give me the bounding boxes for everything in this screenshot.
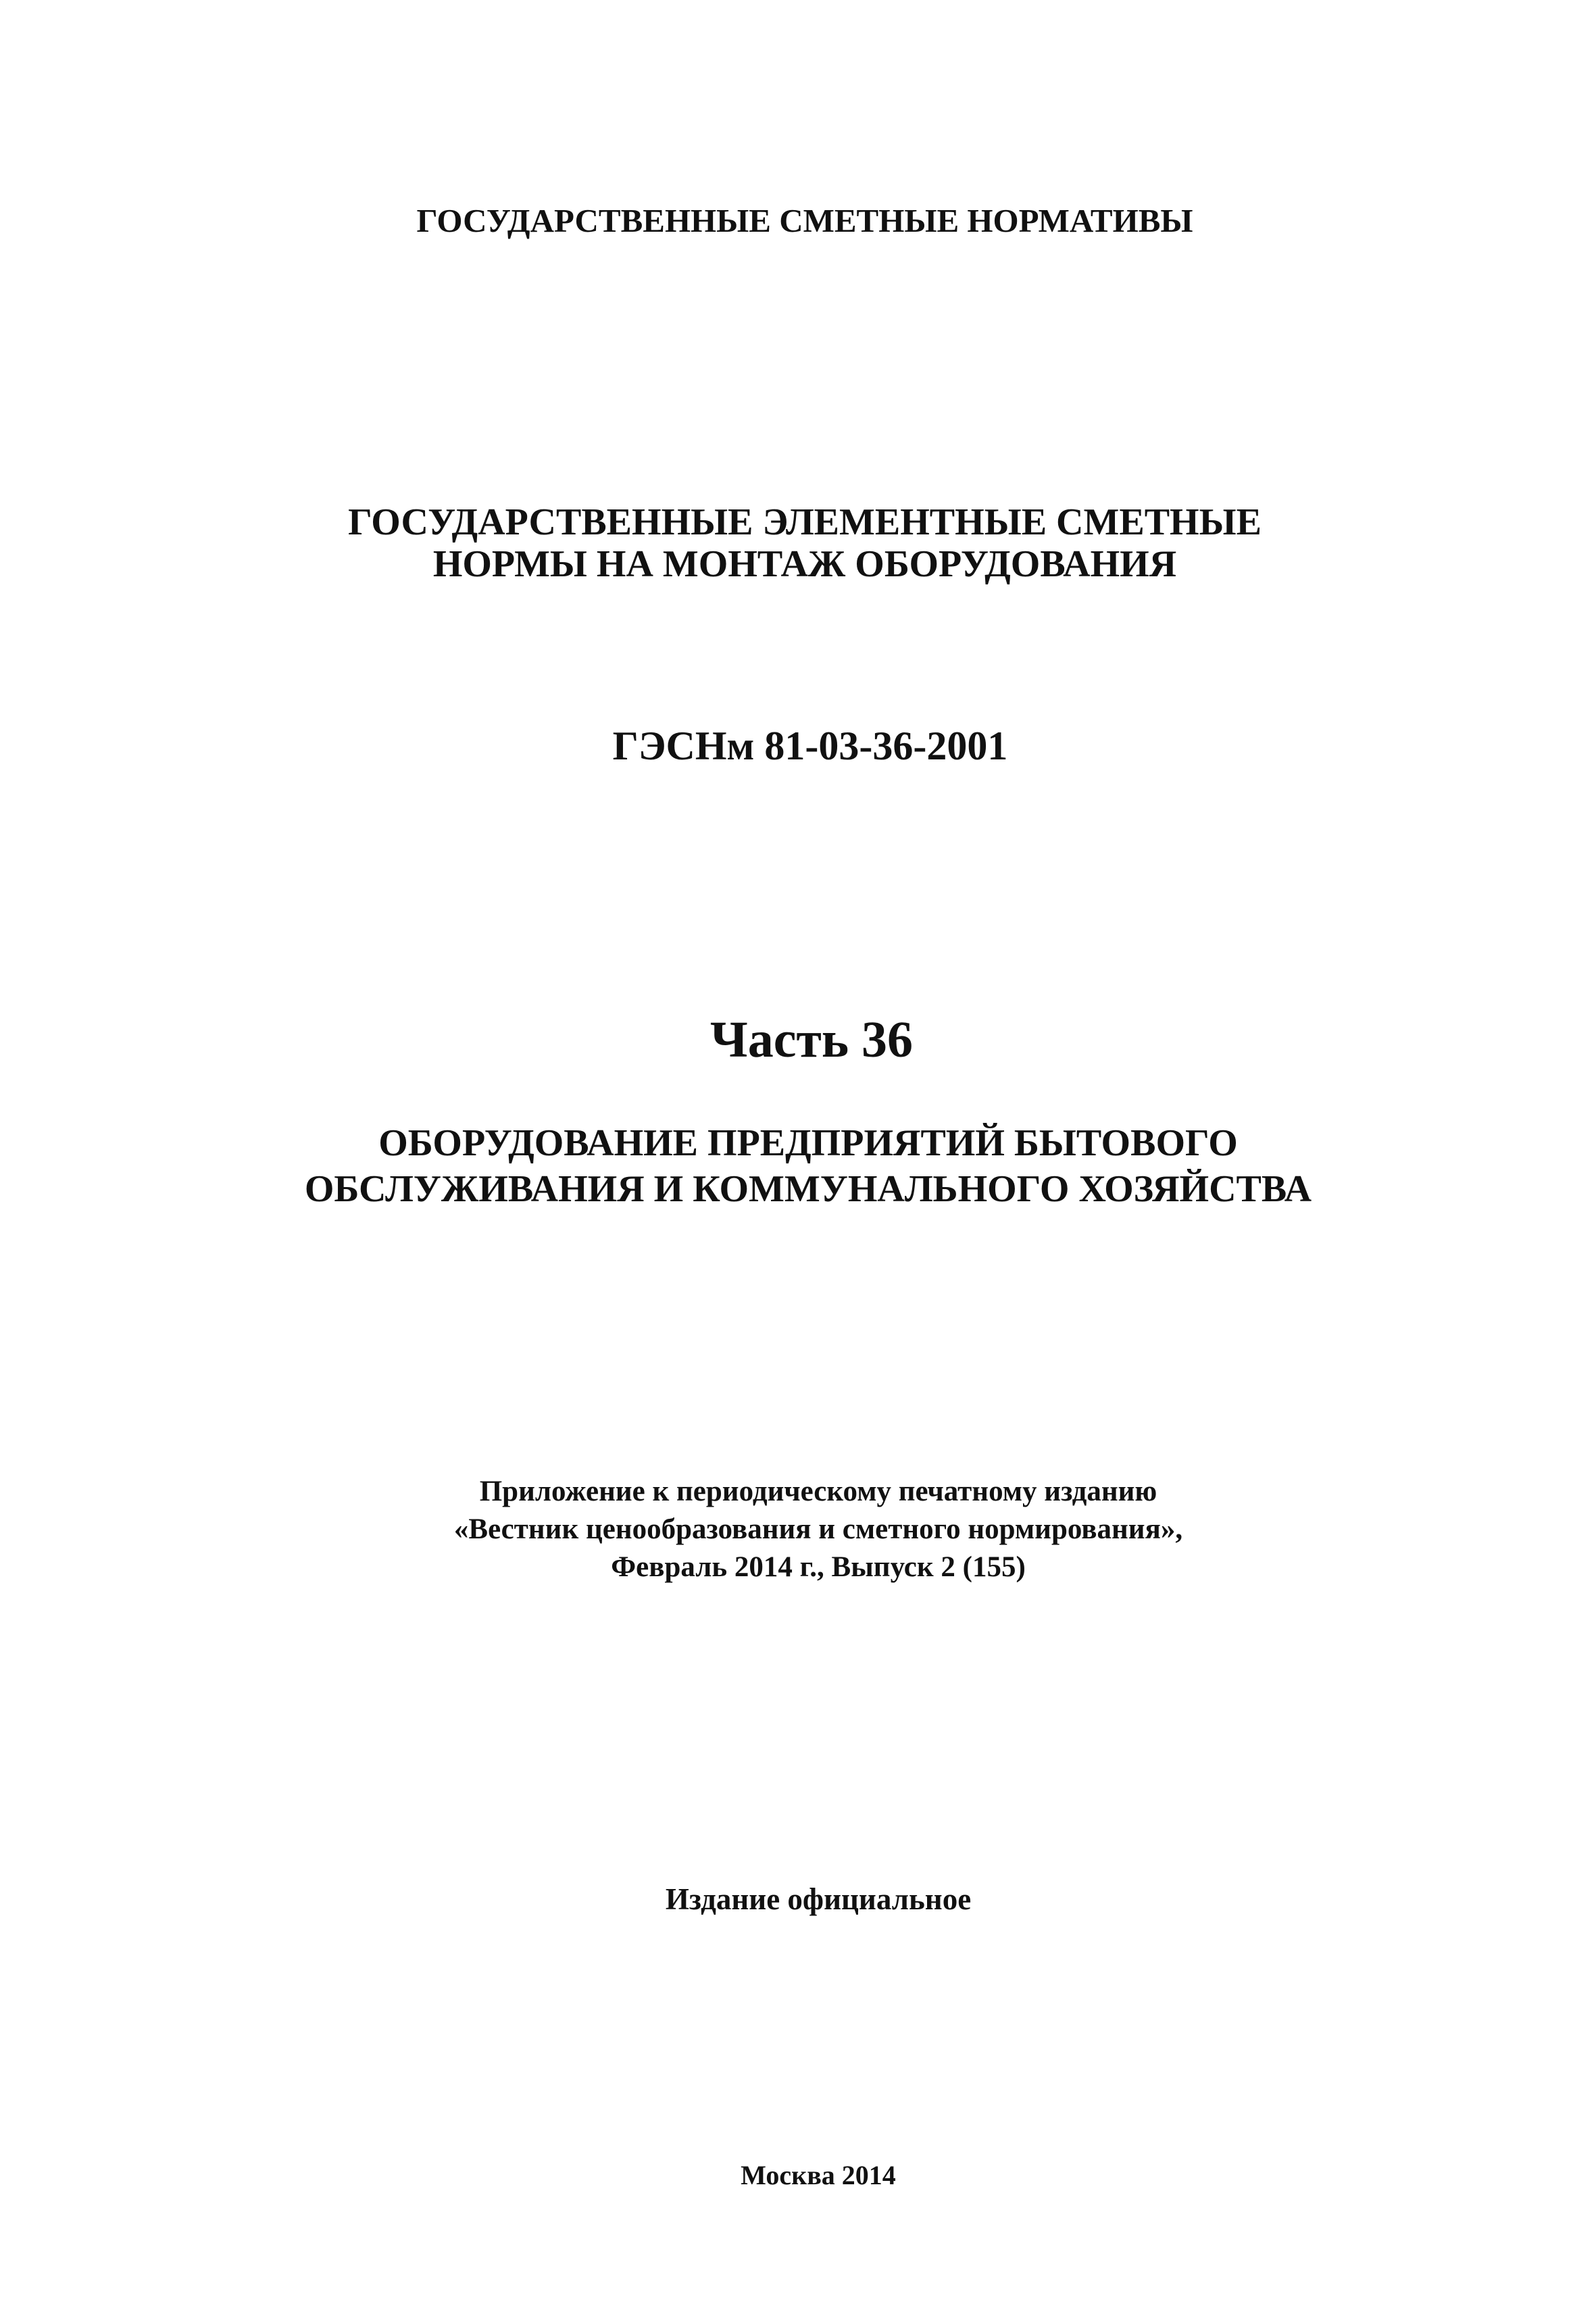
norms-title-line-1: ГОСУДАРСТВЕННЫЕ ЭЛЕМЕНТНЫЕ СМЕТНЫЕ [348, 501, 1262, 543]
part-title [10, 1120, 1596, 1212]
appendix-note-line-3: Февраль 2014 г., Выпуск 2 (155) [611, 1551, 1026, 1583]
part-number: Часть 36 [709, 1011, 914, 1068]
norms-title [7, 501, 1596, 585]
edition-type: Издание официальное [665, 1882, 972, 1916]
appendix-note-line-1: Приложение к периодическому печатному изданию [479, 1476, 1157, 1507]
appendix-note [20, 1473, 1596, 1586]
city-year: Москва 2014 [741, 2160, 896, 2190]
norms-title-line-2: НОРМЫ НА МОНТАЖ ОБОРУДОВАНИЯ [432, 543, 1177, 585]
part-title-line-1: ОБОРУДОВАНИЕ ПРЕДПРИЯТИЙ БЫТОВОГО [378, 1122, 1238, 1164]
series-title: ГОСУДАРСТВЕННЫЕ СМЕТНЫЕ НОРМАТИВЫ [416, 202, 1193, 239]
appendix-note-line-2: «Вестник ценообразования и сметного нормирования», [453, 1513, 1183, 1545]
part-title-line-2: ОБСЛУЖИВАНИЯ И КОММУНАЛЬНОГО ХОЗЯЙСТВА [304, 1168, 1312, 1210]
document-code: ГЭСНм 81-03-36-2001 [612, 724, 1008, 768]
